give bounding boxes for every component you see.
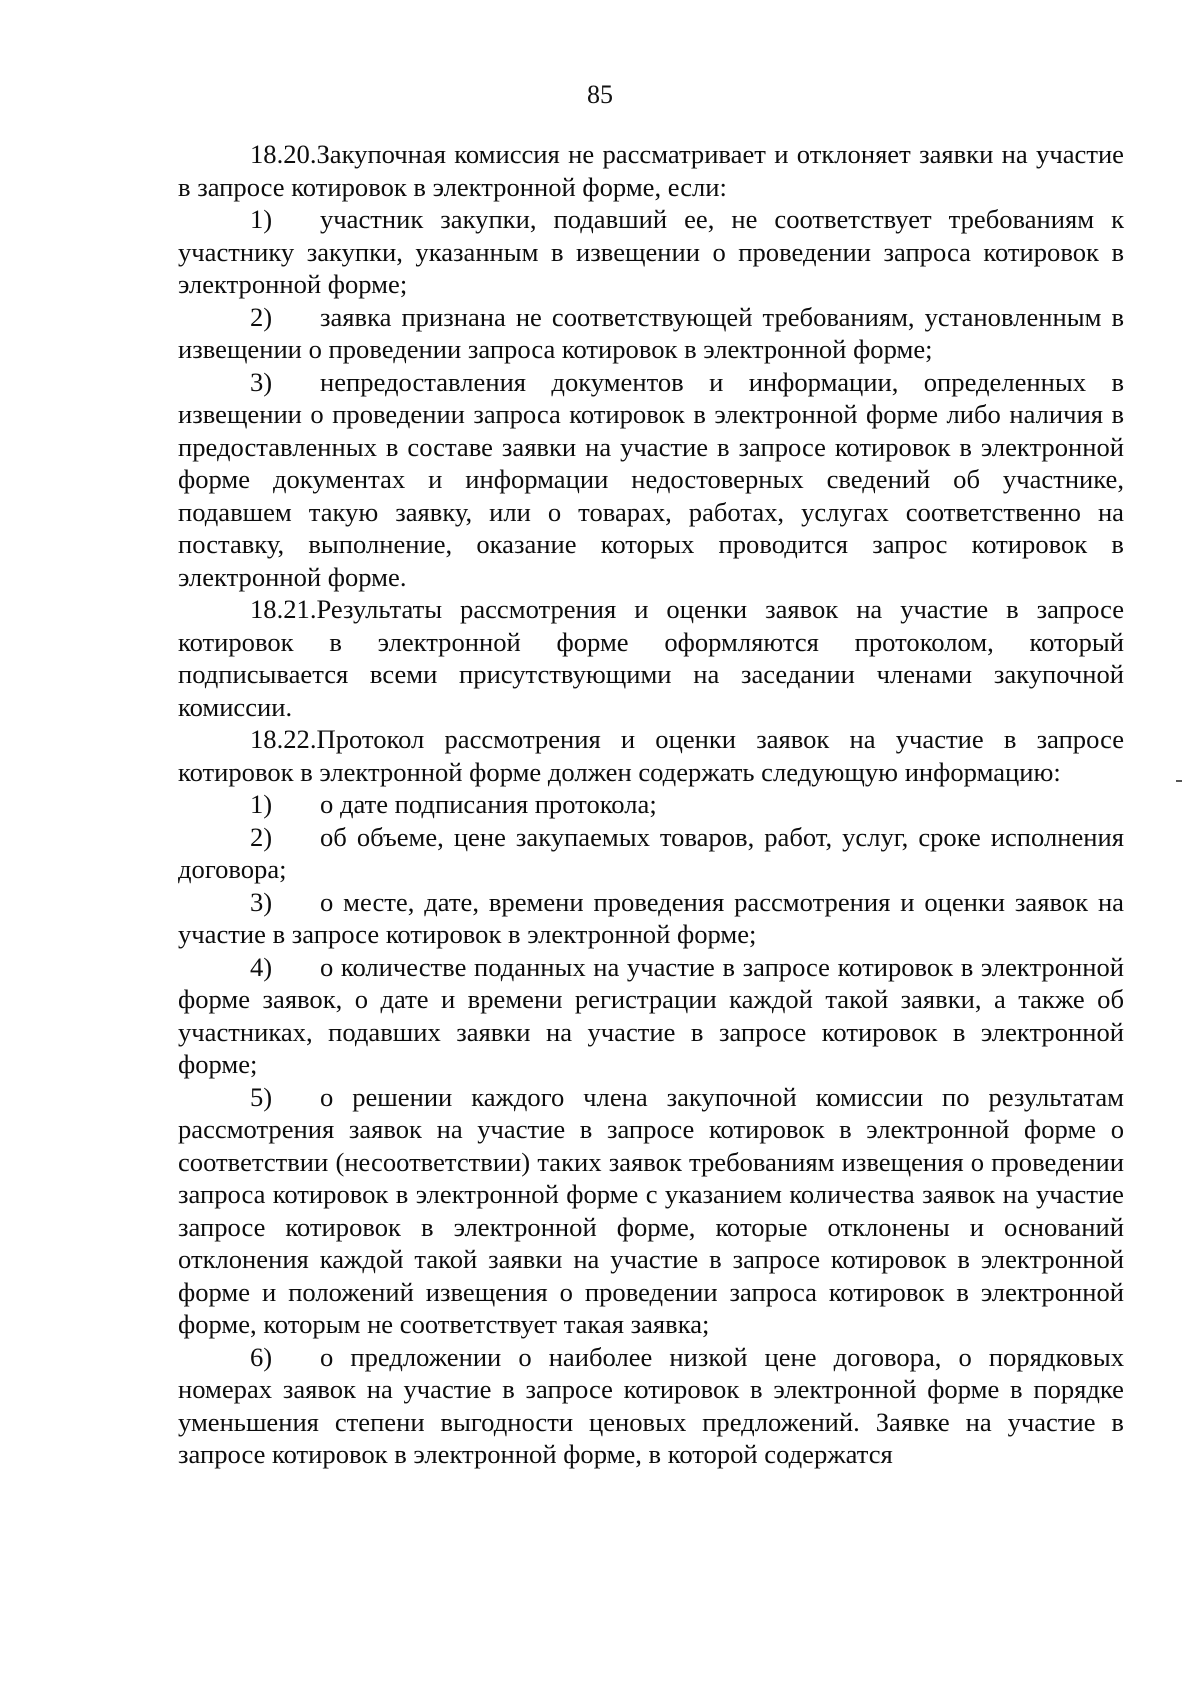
item-text: о количестве поданных на участие в запросе котировок в электронной форме заявок, о дате и времени регистрации каждой такой заявки, а также об участниках, подавших заявки на участие в запросе котировок в электронной форме;: [178, 951, 1124, 1079]
scan-mark: [1176, 780, 1182, 782]
item-number: 6): [250, 1341, 273, 1372]
page-number: 85: [587, 80, 613, 109]
document-body: [178, 138, 1124, 1471]
item-text: непредоставления документов и информации, определенных в извещении о проведении запроса котировок в электронной форме либо наличия в предоставленных в составе заявки на участие в запросе котировок в электронной форме документах и информации недостоверных сведений об участнике, подавшем такую заявку, или о товарах, работах, услугах соответственно на поставку, выполнение, оказание которых проводится запрос котировок в электронной форме.: [178, 366, 1124, 592]
paragraph-18-20: [178, 138, 1124, 203]
item-number: 1): [250, 789, 273, 819]
list-item: [178, 301, 1124, 366]
item-text: о предложении о наиболее низкой цене договора, о порядковых номерах заявок на участие в запросе котировок в электронной форме в порядке уменьшения степени выгодности ценовых предложений. Заявке на участие в запросе котировок в электронной форме, в которой содержатся: [178, 1341, 1124, 1469]
list-item: [178, 203, 1124, 301]
list-item: [178, 821, 1124, 886]
item-number: 5): [250, 1081, 273, 1112]
paragraph-18-22: [178, 723, 1124, 788]
item-number: 3): [250, 886, 273, 917]
list-item: [178, 366, 1124, 594]
item-text: участник закупки, подавший ее, не соответствует требованиям к участнику закупки, указанным в извещении о проведении запроса котировок в электронной форме;: [178, 204, 1124, 299]
paragraph-18-21: [178, 593, 1124, 723]
list-item: [178, 951, 1124, 1081]
item-number: 4): [250, 951, 273, 982]
paragraph-text: 18.22.Протокол рассмотрения и оценки заявок на участие в запросе котировок в электронной форме должен содержать следующую информацию:: [178, 724, 1124, 787]
list-item: [178, 886, 1124, 951]
item-text: об объеме, цене закупаемых товаров, работ, услуг, сроке исполнения договора;: [178, 821, 1124, 884]
item-number: 1): [250, 204, 273, 234]
item-text: о дате подписания протокола;: [320, 789, 657, 819]
item-text: о месте, дате, времени проведения рассмотрения и оценки заявок на участие в запросе котировок в электронной форме;: [178, 886, 1124, 949]
item-number: 2): [250, 301, 273, 332]
list-item: [178, 788, 1124, 821]
item-number: 2): [250, 821, 273, 852]
paragraph-text: 18.21.Результаты рассмотрения и оценки заявок на участие в запросе котировок в электронной форме оформляются протоколом, который подписывается всеми присутствующими на заседании членами закупочной комиссии.: [178, 594, 1124, 722]
list-item: [178, 1341, 1124, 1471]
item-text: заявка признана не соответствующей требованиям, установленным в извещении о проведении запроса котировок в электронной форме;: [178, 301, 1124, 364]
item-number: 3): [250, 366, 273, 397]
list-item: [178, 1081, 1124, 1341]
paragraph-text: 18.20.Закупочная комиссия не рассматривает и отклоняет заявки на участие в запросе котировок в электронной форме, если:: [178, 139, 1124, 202]
item-text: о решении каждого члена закупочной комиссии по результатам рассмотрения заявок на участие в запросе котировок в электронной форме о соответствии (несоответствии) таких заявок требованиям извещения о проведении запроса котировок в электронной форме с указанием количества заявок на участие запросе котировок в электронной форме, которые отклонены и оснований отклонения каждой такой заявки на участие в запросе котировок в электронной форме и положений извещения о проведении запроса котировок в электронной форме, которым не соответствует такая заявка;: [178, 1081, 1124, 1339]
